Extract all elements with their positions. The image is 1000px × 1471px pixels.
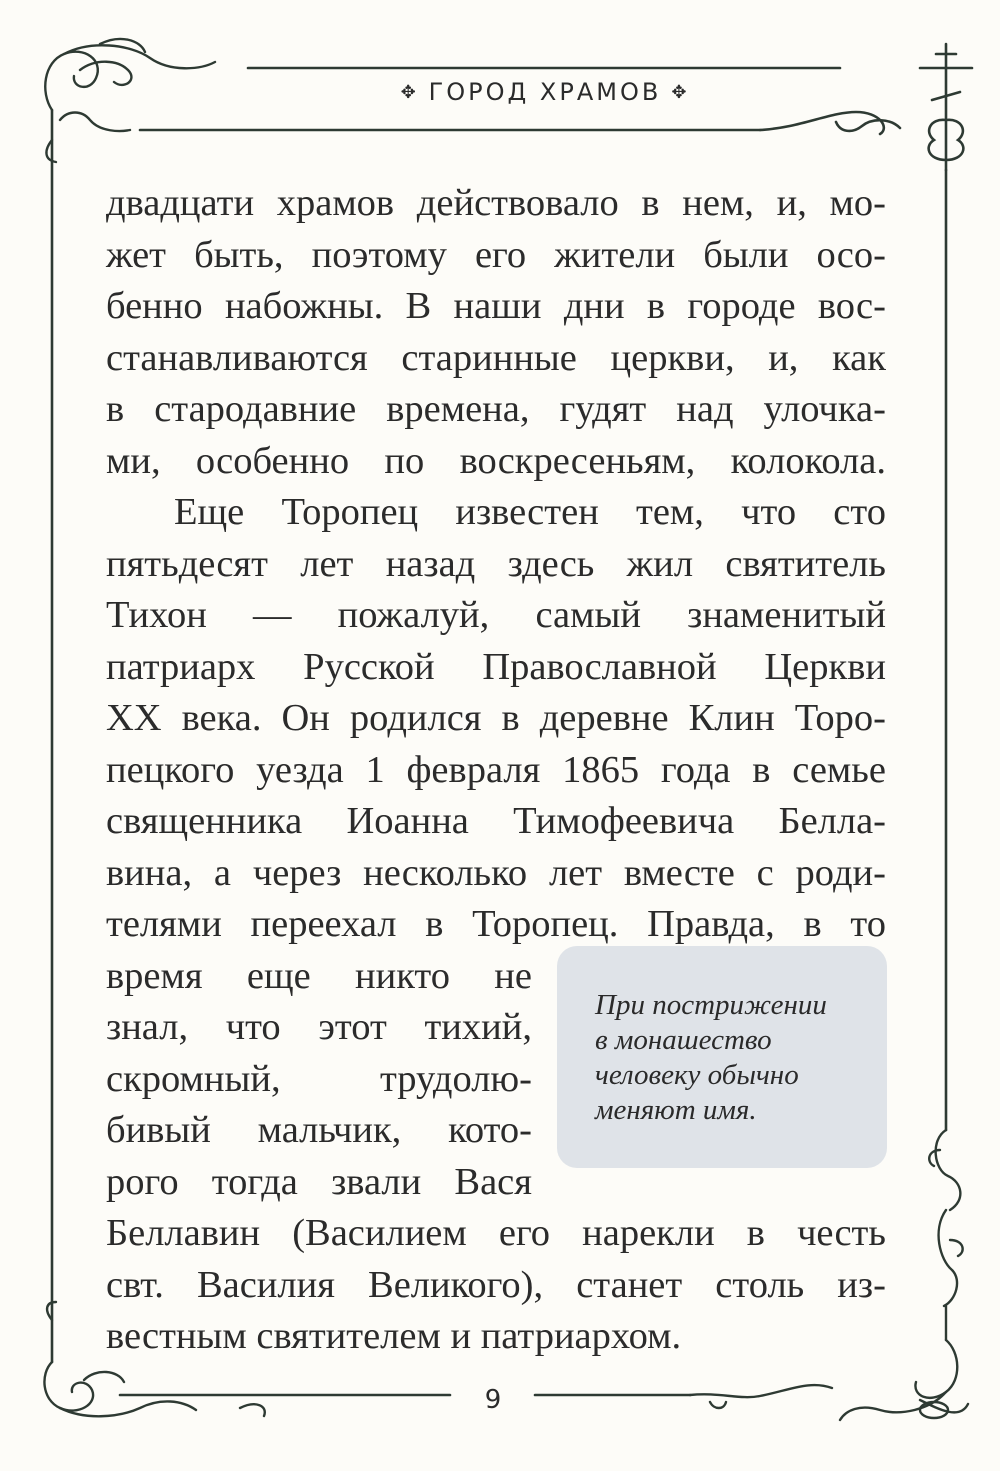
word: в xyxy=(501,697,520,739)
word: что xyxy=(225,1006,281,1048)
word: Торопец xyxy=(281,491,419,533)
text-line xyxy=(106,539,886,591)
word: действовало xyxy=(416,182,619,224)
word: Православной xyxy=(482,645,717,688)
word: Тихон xyxy=(106,594,207,636)
word: и, xyxy=(768,336,799,379)
word: осо- xyxy=(816,233,886,276)
word: пецкого xyxy=(106,748,235,791)
word: пожалуй, xyxy=(337,594,490,636)
text-line xyxy=(106,1105,532,1157)
word: этот xyxy=(318,1006,387,1048)
ornament-icon: ✥ xyxy=(671,82,690,103)
word: Белла- xyxy=(778,800,886,842)
text-line xyxy=(106,230,886,282)
word: Беллавин xyxy=(106,1212,261,1254)
word: Иоанна xyxy=(346,800,469,842)
word: никто xyxy=(355,954,450,997)
sidebar-line: меняют имя. xyxy=(595,1094,757,1126)
word: свт. xyxy=(106,1263,164,1306)
text-line xyxy=(106,590,886,642)
sidebar-line: человеку обычно xyxy=(595,1059,799,1091)
word: родился xyxy=(349,697,482,739)
word: его xyxy=(498,1212,551,1254)
word: наши xyxy=(453,285,542,327)
word: священника xyxy=(106,800,303,842)
word: Великого), xyxy=(368,1263,544,1306)
word: февраля xyxy=(406,748,541,791)
word: Церкви xyxy=(764,645,886,688)
text-line xyxy=(106,1002,532,1054)
word: патриарх xyxy=(106,645,256,688)
word: церкви, xyxy=(610,336,735,379)
text-line xyxy=(106,951,532,1003)
word: сто xyxy=(833,491,886,533)
word: (Василием xyxy=(292,1212,467,1254)
word: Русской xyxy=(303,645,435,688)
word: колокола. xyxy=(730,439,886,482)
text-line xyxy=(106,848,886,900)
chapter-title: ГОРОД ХРАМОВ xyxy=(428,78,662,106)
word: Василия xyxy=(196,1263,335,1306)
body-text xyxy=(106,178,886,1363)
word: мальчик, xyxy=(257,1109,402,1151)
word: Вася xyxy=(454,1160,532,1203)
word: время xyxy=(106,954,203,997)
word: в xyxy=(106,388,125,430)
page-number: 9 xyxy=(484,1385,502,1415)
word: семье xyxy=(792,748,886,791)
word: старинные xyxy=(401,336,577,379)
text-line xyxy=(106,178,886,230)
word: уезда xyxy=(256,748,344,791)
word: жители xyxy=(554,233,676,276)
word: Еще xyxy=(174,491,245,533)
word: еще xyxy=(246,954,311,997)
word: в xyxy=(641,182,660,224)
text-line xyxy=(106,384,886,436)
word: знаменитый xyxy=(687,594,886,636)
word: нем, xyxy=(682,182,754,224)
word: не xyxy=(494,954,532,997)
text-line xyxy=(106,693,886,745)
word: Торопец. xyxy=(472,903,619,945)
text-line xyxy=(106,1157,532,1209)
sidebar-line: в монашество xyxy=(595,1024,772,1056)
word: деревне xyxy=(539,697,669,739)
word: его xyxy=(474,233,527,276)
word: переехал xyxy=(250,903,397,945)
word: тогда xyxy=(211,1160,298,1203)
word: телями xyxy=(106,903,222,945)
text-line xyxy=(106,333,886,385)
text-line xyxy=(106,1054,532,1106)
word: бивый xyxy=(106,1109,211,1151)
text-line xyxy=(106,899,886,951)
word: XX xyxy=(106,697,162,739)
word: над xyxy=(676,388,734,430)
word: здесь xyxy=(507,542,595,585)
word: в xyxy=(752,748,771,791)
orthodox-cross-icon xyxy=(760,44,972,170)
word: Правда, xyxy=(647,903,775,945)
word: нарекли xyxy=(582,1212,715,1254)
word: святитель xyxy=(725,542,886,585)
word: поэтому xyxy=(311,233,447,276)
word: века. xyxy=(181,697,262,739)
word: честь xyxy=(797,1212,886,1254)
word: трудолю- xyxy=(380,1057,532,1100)
text-line xyxy=(106,1260,886,1312)
flourish-top-left-icon xyxy=(45,39,215,162)
word: жил xyxy=(626,542,694,585)
word: в xyxy=(425,903,444,945)
word: в xyxy=(646,285,666,327)
word: храмов xyxy=(276,182,395,224)
word: тем, xyxy=(636,491,704,533)
text-line xyxy=(106,745,886,797)
word: — xyxy=(252,594,292,636)
word: с xyxy=(756,851,774,894)
word: лет xyxy=(548,851,603,894)
word: то xyxy=(850,903,886,945)
word: вместе xyxy=(623,851,735,894)
word: скромный, xyxy=(106,1057,281,1100)
text-line xyxy=(106,796,886,848)
word: столь xyxy=(715,1263,805,1306)
word: в xyxy=(746,1212,765,1254)
word: Тимофеевича xyxy=(513,800,735,842)
word: жет xyxy=(106,233,167,276)
word: были xyxy=(703,233,789,276)
word: В xyxy=(405,285,432,327)
word: особенно xyxy=(195,439,350,482)
word: из- xyxy=(837,1263,886,1306)
text-line xyxy=(106,487,886,539)
word: дни xyxy=(563,285,625,327)
word: городе xyxy=(687,285,796,327)
word: набожны. xyxy=(224,285,384,327)
word: знал, xyxy=(106,1006,189,1048)
sidebar-note-text xyxy=(595,988,827,1128)
word: быть, xyxy=(194,233,284,276)
word: гудят xyxy=(559,388,647,430)
word: Клин xyxy=(688,697,775,739)
text-line xyxy=(106,1208,886,1260)
word: тихий, xyxy=(424,1006,532,1048)
word: 1 xyxy=(365,748,385,791)
word: звали xyxy=(331,1160,422,1203)
word: Торо- xyxy=(794,697,886,739)
ornament-icon: ✥ xyxy=(400,82,419,103)
word: назад xyxy=(385,542,476,585)
flourish-right-icon xyxy=(929,1130,962,1340)
word: пятьдесят xyxy=(106,542,268,585)
word: известен xyxy=(455,491,599,533)
text-line xyxy=(106,281,886,333)
word: в xyxy=(803,903,822,945)
paragraph-2 xyxy=(106,487,886,1363)
word: времена, xyxy=(386,388,530,430)
word: лет xyxy=(300,542,354,585)
word: года xyxy=(660,748,731,791)
word: как xyxy=(832,336,886,379)
word: через xyxy=(252,851,342,894)
text-line xyxy=(106,436,886,488)
word: кото- xyxy=(448,1109,532,1151)
word: Он xyxy=(281,697,330,739)
word: 1865 xyxy=(562,748,640,791)
word: мо- xyxy=(829,182,886,224)
word: бенно xyxy=(106,285,203,327)
word: и, xyxy=(776,182,807,224)
word: самый xyxy=(535,594,641,636)
word: двадцати xyxy=(106,182,255,224)
word: воскресеньям, xyxy=(459,439,696,482)
running-header xyxy=(250,78,840,106)
text-line-last: вестным святителем и патриархом. xyxy=(106,1315,682,1357)
word: а xyxy=(213,851,232,894)
paragraph-1 xyxy=(106,178,886,487)
word: улочка- xyxy=(763,388,886,430)
word: рого xyxy=(106,1160,179,1203)
word: ми, xyxy=(106,439,161,482)
text-line xyxy=(106,642,886,694)
word: станет xyxy=(576,1263,683,1306)
word: стародавние xyxy=(154,388,357,430)
word: станавливаются xyxy=(106,336,368,379)
sidebar-note xyxy=(557,946,887,1168)
word: вина, xyxy=(106,851,193,894)
sidebar-line: При пострижении xyxy=(595,989,827,1021)
word: роди- xyxy=(795,851,886,894)
word: по xyxy=(384,439,425,482)
word: вос- xyxy=(817,285,886,327)
word: несколько xyxy=(363,851,528,894)
word: что xyxy=(741,491,797,533)
